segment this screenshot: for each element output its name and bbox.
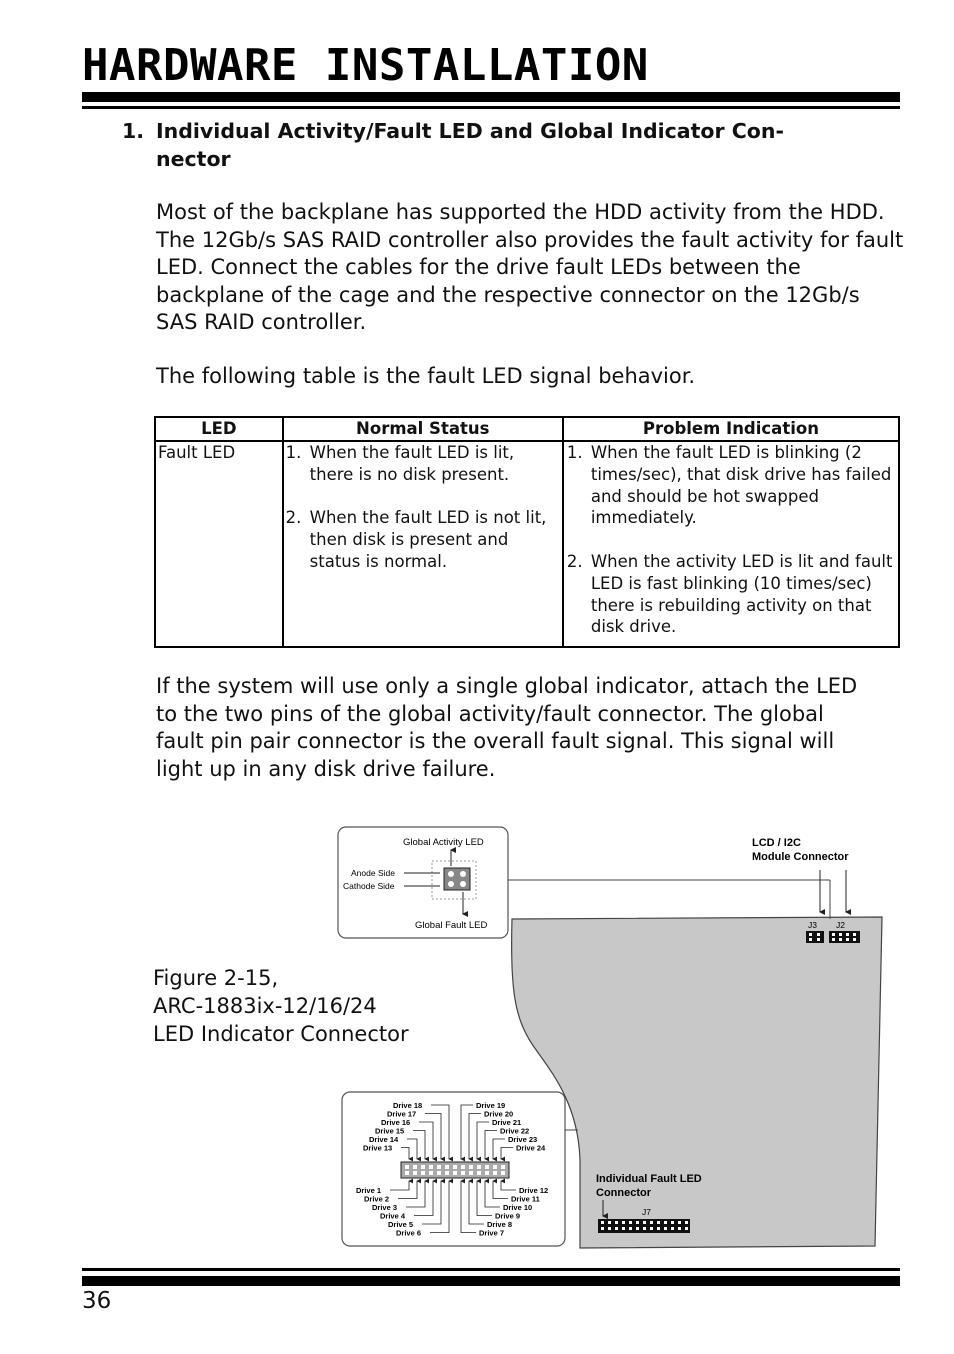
j3-connector bbox=[806, 931, 824, 943]
j7-pin bbox=[671, 1227, 674, 1230]
drive-header bbox=[401, 1162, 509, 1178]
drive-header-pin bbox=[421, 1171, 425, 1175]
drive-header-pin bbox=[493, 1165, 497, 1169]
paragraph-intro: Most of the backplane has supported the HDD activity from the HDD. The 12Gb/s SAS RAID controller also provides the fault activity for fault LED. Connect the cables for the drive fault LEDs between the backplane of the cage and the respective connector on the 12Gb/s SAS RAID controller. bbox=[156, 200, 904, 334]
j7-pin bbox=[643, 1227, 646, 1230]
caption-line: ARC-1883ix-12/16/24 bbox=[153, 994, 377, 1018]
list-number: 1. bbox=[566, 443, 583, 462]
j7-pin bbox=[629, 1221, 632, 1224]
j7-label: J7 bbox=[642, 1207, 651, 1217]
drive-header-pin bbox=[477, 1171, 481, 1175]
j7-pin bbox=[629, 1227, 632, 1230]
column-header-problem: Problem Indication bbox=[563, 417, 899, 441]
global-fault-label: Global Fault LED bbox=[415, 920, 488, 931]
paragraph-table-intro: The following table is the fault LED signal behavior. bbox=[156, 364, 696, 388]
column-header-led: LED bbox=[155, 417, 283, 441]
j7-pin bbox=[664, 1221, 667, 1224]
j7-pin bbox=[636, 1227, 639, 1230]
drive-header-pin bbox=[469, 1171, 473, 1175]
j7-pin bbox=[685, 1227, 688, 1230]
j7-pin bbox=[622, 1221, 625, 1224]
lcd-label-2: Module Connector bbox=[752, 851, 849, 863]
drive-header-pin bbox=[461, 1165, 465, 1169]
drive-header-pin bbox=[413, 1165, 417, 1169]
drive-label: Drive 22 bbox=[500, 1126, 530, 1136]
drive-header-pin bbox=[485, 1165, 489, 1169]
drive-label: Drive 11 bbox=[511, 1194, 540, 1204]
individual-fault-label-2: Connector bbox=[596, 1187, 651, 1199]
j7-pin bbox=[643, 1221, 646, 1224]
j7-pin bbox=[650, 1227, 653, 1230]
j2-connector bbox=[829, 931, 860, 943]
individual-fault-label: Individual Fault LED bbox=[596, 1173, 702, 1185]
drive-header-pin bbox=[445, 1165, 449, 1169]
lcd-label: LCD / I2C bbox=[752, 837, 801, 849]
list-text: When the fault LED is blinking (2 times/sec), that disk drive has failed and should be hot swapped immediately. bbox=[590, 443, 892, 528]
drive-label: Drive 16 bbox=[381, 1118, 411, 1127]
j7-pin bbox=[622, 1227, 625, 1230]
drive-label: Drive 18 bbox=[393, 1101, 423, 1110]
drive-header-pin bbox=[445, 1171, 449, 1175]
j3-label: J3 bbox=[808, 920, 817, 930]
column-header-normal: Normal Status bbox=[283, 417, 563, 441]
j2-label: J2 bbox=[836, 920, 845, 930]
footer-rule-thin bbox=[82, 1268, 900, 1271]
drive-header-pin bbox=[453, 1165, 457, 1169]
drive-label: Drive 23 bbox=[508, 1135, 538, 1144]
drive-label: Drive 4 bbox=[380, 1211, 406, 1221]
j7-pin bbox=[678, 1227, 681, 1230]
list-number: 2. bbox=[566, 551, 583, 571]
drive-header-pin bbox=[437, 1165, 441, 1169]
drive-label: Drive 17 bbox=[387, 1109, 417, 1119]
drive-label: Drive 21 bbox=[492, 1118, 522, 1127]
drive-header-pin bbox=[405, 1165, 409, 1169]
drive-label: Drive 12 bbox=[519, 1186, 549, 1195]
drive-label: Drive 15 bbox=[375, 1126, 405, 1136]
drive-header-pin bbox=[501, 1165, 505, 1169]
j7-pin bbox=[615, 1221, 618, 1224]
drive-label: Drive 19 bbox=[476, 1101, 506, 1110]
j7-pin bbox=[671, 1221, 674, 1224]
drive-label: Drive 14 bbox=[369, 1135, 399, 1144]
caption-line: LED Indicator Connector bbox=[153, 1022, 409, 1046]
drive-label: Drive 24 bbox=[516, 1143, 546, 1153]
drive-header-pin bbox=[501, 1171, 505, 1175]
drive-header-pin bbox=[413, 1171, 417, 1175]
drive-label: Drive 20 bbox=[484, 1109, 514, 1119]
j7-pin bbox=[601, 1221, 604, 1224]
drive-header-pin bbox=[429, 1171, 433, 1175]
drive-label: Drive 5 bbox=[388, 1220, 414, 1229]
global-activity-label: Global Activity LED bbox=[403, 837, 484, 848]
anode-side-label: Anode Side bbox=[351, 868, 395, 878]
j7-pin bbox=[615, 1227, 618, 1230]
list-text: When the fault LED is not lit, then disk is present and status is normal. bbox=[309, 508, 547, 571]
drive-header-pin bbox=[421, 1165, 425, 1169]
drive-label: Drive 2 bbox=[364, 1194, 390, 1204]
j7-pin bbox=[608, 1227, 611, 1230]
drive-header-pin bbox=[493, 1171, 497, 1175]
j7-pin bbox=[608, 1221, 611, 1224]
drive-header-pin bbox=[477, 1165, 481, 1169]
list-text: When the fault LED is lit, there is no disk present. bbox=[309, 443, 515, 484]
cell-led: Fault LED bbox=[155, 441, 283, 647]
footer-rule-thick bbox=[82, 1276, 900, 1286]
cathode-side-label: Cathode Side bbox=[343, 881, 395, 891]
list-number: 1. bbox=[285, 443, 302, 462]
list-number: 2. bbox=[285, 508, 302, 528]
drive-header-pin bbox=[469, 1165, 473, 1169]
drive-header-pin bbox=[485, 1171, 489, 1175]
drive-label: Drive 7 bbox=[479, 1228, 505, 1238]
j7-pin bbox=[657, 1221, 660, 1224]
caption-line: Figure 2-15, bbox=[153, 966, 279, 990]
j7-pin bbox=[650, 1221, 653, 1224]
global-led-header bbox=[444, 868, 470, 890]
drive-header-pin bbox=[453, 1171, 457, 1175]
drive-label: Drive 9 bbox=[495, 1211, 521, 1221]
j7-pin bbox=[685, 1221, 688, 1224]
paragraph-global-indicator: If the system will use only a single global indicator, attach the LED to the two pins of the global activity/fault connector. The global fault pin pair connector is the overall fault signal. This signal will light up in any disk drive failure. bbox=[156, 674, 858, 781]
page-number: 36 bbox=[82, 1288, 112, 1314]
j7-pin bbox=[664, 1227, 667, 1230]
list-text: When the activity LED is lit and fault LED is fast blinking (10 times/sec) there is rebuilding activity on that disk drive. bbox=[590, 551, 893, 637]
drive-label: Drive 1 bbox=[356, 1186, 382, 1195]
section-title-line2: nector bbox=[156, 147, 231, 171]
drive-header-pin bbox=[461, 1171, 465, 1175]
controller-board bbox=[512, 917, 882, 1248]
drive-label: Drive 6 bbox=[396, 1228, 422, 1238]
drive-label: Drive 3 bbox=[372, 1203, 398, 1212]
j7-pin bbox=[636, 1221, 639, 1224]
section-title-line1: Individual Activity/Fault LED and Global Indicator Con- bbox=[156, 119, 784, 143]
drive-header-pin bbox=[429, 1165, 433, 1169]
j7-pin bbox=[678, 1221, 681, 1224]
page-title: HARDWARE INSTALLATION bbox=[82, 40, 649, 91]
drive-header-pin bbox=[405, 1171, 409, 1175]
drive-label: Drive 10 bbox=[503, 1203, 533, 1212]
drive-label: Drive 13 bbox=[363, 1143, 393, 1153]
drive-header-pin bbox=[437, 1171, 441, 1175]
section-number: 1. bbox=[122, 119, 145, 143]
j7-pin bbox=[657, 1227, 660, 1230]
j7-pin bbox=[601, 1227, 604, 1230]
drive-label: Drive 8 bbox=[487, 1220, 513, 1229]
